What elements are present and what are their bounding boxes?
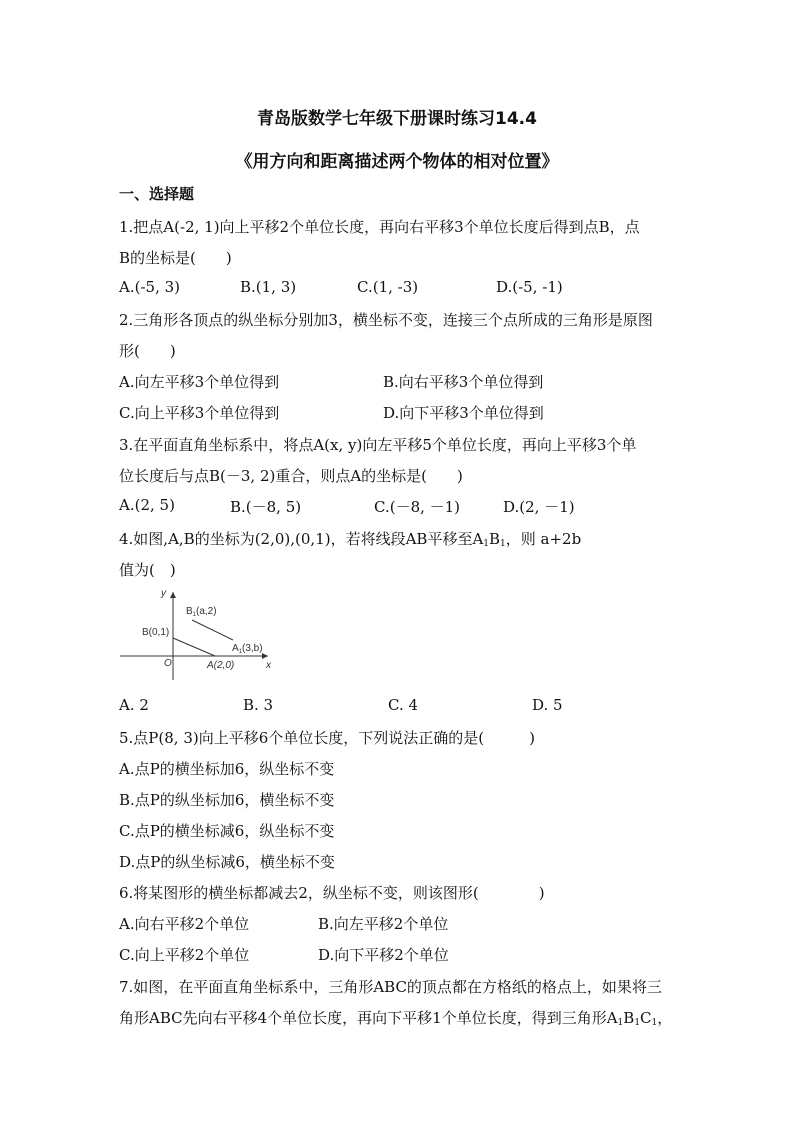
point-b1-label: $B_1(a,2)$ bbox=[186, 606, 217, 618]
q6-stem-line1: 6.将某图形的横坐标都减去2，纵坐标不变，则该图形( ) bbox=[119, 884, 545, 902]
q1-option-d: D.(-5, -1) bbox=[496, 278, 563, 296]
q5-stem-line1: 5.点P(8, 3)向上平移6个单位长度，下列说法正确的是( ) bbox=[119, 729, 535, 747]
q6-option-a: A.向右平移2个单位 bbox=[119, 915, 250, 933]
point-b-label: B(0,1) bbox=[142, 627, 170, 638]
q4-stem-line2: 值为( ) bbox=[119, 561, 176, 579]
q1-option-b: B.(1, 3) bbox=[240, 278, 297, 296]
q3-stem-line1: 3.在平面直角坐标系中，将点A(x, y)向左平移5个单位长度，再向上平移3个单 bbox=[119, 436, 637, 454]
q1-stem-line2: B的坐标是( ) bbox=[119, 249, 232, 267]
q2-option-b: B.向右平移3个单位得到 bbox=[383, 373, 544, 391]
q4-option-a: A. 2 bbox=[119, 696, 149, 714]
q3-option-b: B.(－8, 5) bbox=[230, 498, 302, 516]
y-axis-label: y bbox=[161, 588, 166, 599]
q3-stem-line2: 位长度后与点B(－3, 2)重合，则点A的坐标是( ) bbox=[119, 467, 463, 485]
segment-a1b1 bbox=[192, 620, 233, 640]
section-heading: 一、选择题 bbox=[119, 185, 195, 203]
q6-option-d: D.向下平移2个单位 bbox=[318, 946, 449, 964]
page-title: 青岛版数学七年级下册课时练习14.4 bbox=[257, 109, 537, 129]
q5-option-c: C.点P的横坐标减6，纵坐标不变 bbox=[119, 822, 335, 840]
q5-option-d: D.点P的纵坐标减6，横坐标不变 bbox=[119, 853, 335, 871]
q5-option-a: A.点P的横坐标加6，纵坐标不变 bbox=[119, 760, 335, 778]
q6-option-c: C.向上平移2个单位 bbox=[119, 946, 250, 964]
q3-option-a: A.(2, 5) bbox=[119, 496, 175, 514]
q5-option-b: B.点P的纵坐标加6，横坐标不变 bbox=[119, 791, 335, 809]
point-a1-label: $A_1(3,b)$ bbox=[232, 643, 263, 655]
q2-option-a: A.向左平移3个单位得到 bbox=[119, 373, 280, 391]
x-axis-arrow-icon bbox=[262, 653, 268, 659]
q6-option-b: B.向左平移2个单位 bbox=[318, 915, 449, 933]
q2-option-d: D.向下平移3个单位得到 bbox=[383, 404, 544, 422]
x-axis-label: x bbox=[266, 660, 271, 671]
y-axis-arrow-icon bbox=[170, 592, 176, 598]
page-subtitle: 《用方向和距离描述两个物体的相对位置》 bbox=[235, 152, 559, 172]
q1-stem-line1: 1.把点A(-2, 1)向上平移2个单位长度，再向右平移3个单位长度后得到点B，点 bbox=[119, 218, 640, 236]
q4-figure bbox=[116, 584, 276, 684]
q4-option-c: C. 4 bbox=[388, 696, 419, 714]
q3-option-c: C.(－8, －1) bbox=[374, 498, 461, 516]
q2-stem-line2: 形( ) bbox=[119, 342, 176, 360]
q3-option-d: D.(2, －1) bbox=[503, 498, 575, 516]
q2-stem-line1: 2.三角形各顶点的纵坐标分别加3，横坐标不变，连接三个点所成的三角形是原图 bbox=[119, 311, 653, 329]
q1-option-c: C.(1, -3) bbox=[357, 278, 419, 296]
q4-stem-line1: 4.如图,A,B的坐标为(2,0),(0,1)，若将线段AB平移至$A_1B_1$，则 a+2b bbox=[119, 530, 582, 549]
q4-option-d: D. 5 bbox=[532, 696, 563, 714]
origin-label: O bbox=[164, 658, 172, 669]
segment-ab bbox=[173, 638, 215, 656]
q7-stem-line2: 角形ABC先向右平移4个单位长度，再向下平移1个单位长度，得到三角形$A_1B_1C_1$， bbox=[119, 1009, 673, 1028]
point-a-label: A(2,0) bbox=[207, 660, 235, 671]
q1-option-a: A.(-5, 3) bbox=[119, 278, 180, 296]
q2-option-c: C.向上平移3个单位得到 bbox=[119, 404, 280, 422]
q7-stem-line1: 7.如图，在平面直角坐标系中，三角形ABC的顶点都在方格纸的格点上，如果将三 bbox=[119, 978, 662, 996]
q4-option-b: B. 3 bbox=[243, 696, 274, 714]
